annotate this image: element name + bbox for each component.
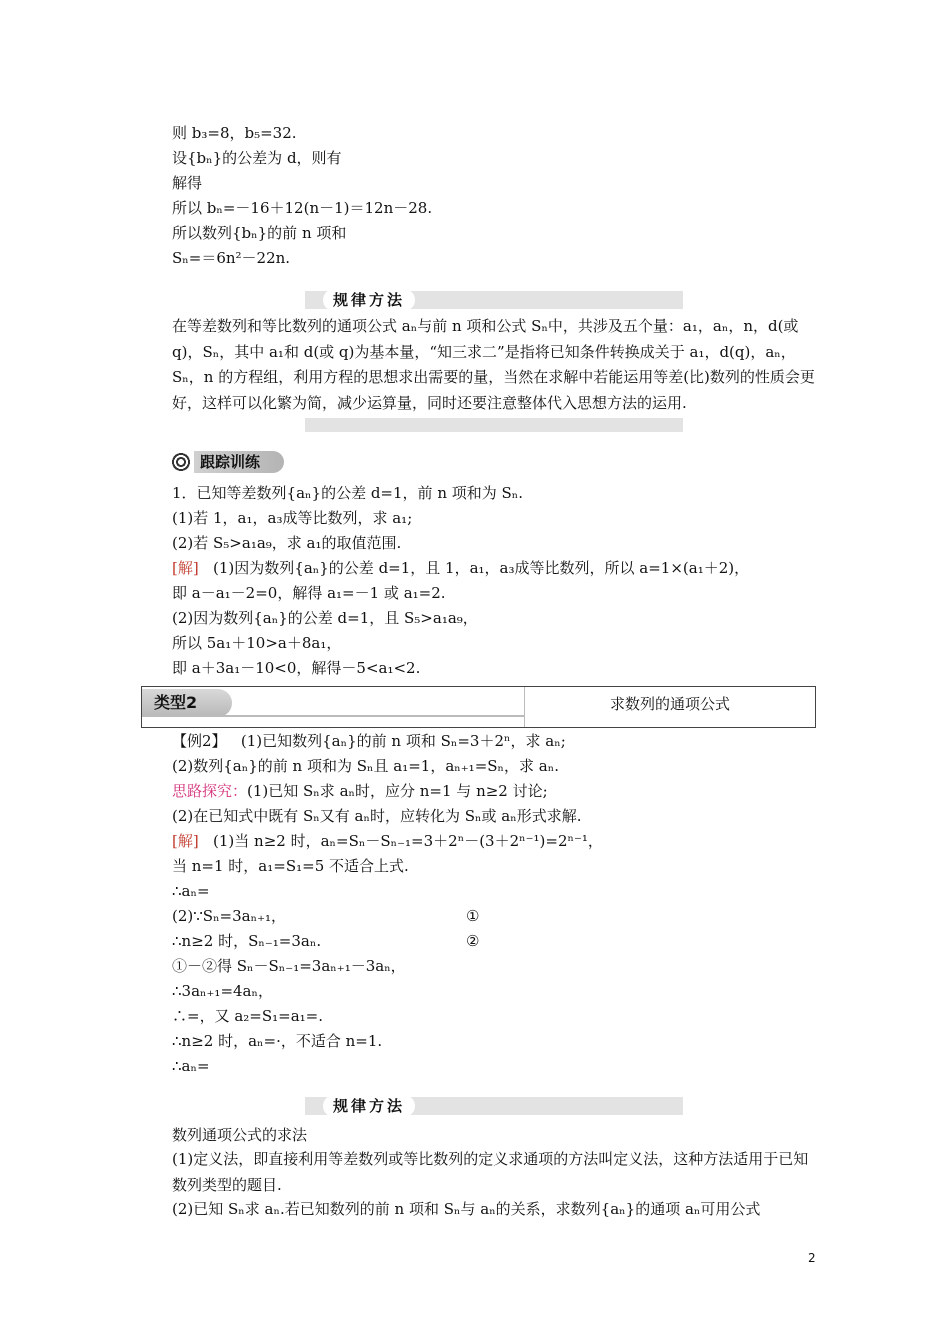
method-label: 规律方法 — [323, 1095, 415, 1117]
solution-line: ∴aₙ= — [172, 882, 210, 900]
type-tag-underline — [142, 715, 524, 717]
type-tag — [142, 687, 524, 727]
method-section-header — [305, 1097, 683, 1115]
exercise-line: (2)若 S₅>a₁a₉，求 a₁的取值范围. — [172, 534, 402, 552]
solution-line: (2)∵Sₙ=3aₙ₊₁， — [172, 907, 287, 925]
exercise-line: 1．已知等差数列{aₙ}的公差 d=1，前 n 项和为 Sₙ. — [172, 484, 524, 502]
solution-line: ∴n≥2 时，Sₙ₋₁=3aₙ. — [172, 932, 322, 950]
hint-label: 思路探究： — [172, 782, 248, 800]
track-training-header — [170, 451, 286, 475]
solution-line: 即 a－a₁－2=0，解得 a₁=－1 或 a₁=2. — [172, 584, 446, 602]
method-label: 规律方法 — [323, 289, 415, 311]
solution-line — [172, 557, 749, 579]
solution-line: ①－②得 Sₙ－Sₙ₋₁=3aₙ₊₁－3aₙ， — [172, 957, 406, 975]
solution-tag: [解] — [172, 832, 199, 850]
method-section-header — [305, 291, 683, 309]
method-line: 数列通项公式的求法 — [172, 1126, 308, 1144]
text-line: 设{bₙ}的公差为 d，则有 — [172, 149, 342, 167]
example-text: (1)已知数列{aₙ}的前 n 项和 Sₙ=3＋2ⁿ，求 aₙ; — [240, 732, 566, 750]
exercise-line: (1)若 1，a₁，a₃成等比数列，求 a₁; — [172, 509, 413, 527]
solution-tag: [解] — [172, 559, 199, 577]
solution-line: ∴n≥2 时，aₙ=·，不适合 n=1. — [172, 1032, 383, 1050]
solution-line: ∴aₙ= — [172, 1057, 210, 1075]
track-label: 跟踪训练 — [194, 451, 284, 473]
hint-text: (1)已知 Sₙ求 aₙ时，应分 n=1 与 n≥2 讨论; — [247, 782, 548, 800]
hint-line — [172, 780, 548, 802]
solution-text: (1)因为数列{aₙ}的公差 d=1，且 1，a₁，a₃成等比数列，所以 a=1×(a₁＋2)， — [213, 559, 750, 577]
text-line: Sₙ=＝6n²－22n. — [172, 249, 291, 267]
type-tag-label: 类型2 — [154, 693, 198, 712]
text-line: 则 b₃=8，b₅=32. — [172, 124, 297, 142]
solution-line — [172, 830, 603, 852]
solution-line: 当 n=1 时，a₁=S₁=5 不适合上式. — [172, 857, 409, 875]
hint-line: (2)在已知式中既有 Sₙ又有 aₙ时，应转化为 Sₙ或 aₙ形式求解. — [172, 807, 582, 825]
type-heading: 求数列的通项公式 — [609, 695, 730, 713]
type-header-box — [141, 686, 816, 728]
solution-line: ∴=，又 a₂=S₁=a₁=. — [172, 1007, 324, 1025]
example-line — [172, 730, 566, 752]
target-icon — [170, 451, 192, 473]
solution-line: 即 a＋3a₁－10<0，解得－5<a₁<2. — [172, 659, 421, 677]
page-number: 2 — [808, 1251, 816, 1265]
method-text: 在等差数列和等比数列的通项公式 aₙ与前 n 项和公式 Sₙ中，共涉及五个量：a₁，aₙ，n，d(或 q)，Sₙ，其中 a₁和 d(或 q)为基本量，“知三求二”是指将已知条件转换成关于 a₁，d(q)，aₙ，Sₙ，n 的方程组，利用方程的思想求出需要的量，当然在求解中若能运用等差(比)数列的性质会更好，这样可以化繁为简，减少运算量，同时还要注意整体代入思想方法的运用. — [172, 317, 815, 412]
solution-text: (1)当 n≥2 时，aₙ=Sₙ－Sₙ₋₁=3＋2ⁿ－(3＋2ⁿ⁻¹)=2ⁿ⁻¹， — [213, 832, 603, 850]
equation-marker-1: ① — [466, 907, 480, 925]
method-line: (2)已知 Sₙ求 aₙ.若已知数列的前 n 项和 Sₙ与 aₙ的关系，求数列{aₙ}的通项 aₙ可用公式 — [172, 1200, 761, 1218]
method-section-footer — [305, 418, 683, 432]
solution-line: 所以 5a₁＋10>a＋8a₁， — [172, 634, 342, 652]
text-line: 所以 bₙ=－16＋12(n－1)＝12n－28. — [172, 199, 433, 217]
text-line: 所以数列{bₙ}的前 n 项和 — [172, 224, 347, 242]
solution-line: (2)因为数列{aₙ}的公差 d=1，且 S₅>a₁a₉， — [172, 609, 478, 627]
example-line: (2)数列{aₙ}的前 n 项和为 Sₙ且 a₁=1，aₙ₊₁=Sₙ，求 aₙ. — [172, 757, 559, 775]
example-label: 【例2】 — [172, 732, 227, 750]
method-paragraph: (1)定义法，即直接利用等差数列或等比数列的定义求通项的方法叫定义法，这种方法适用于已知数列类型的题目. — [172, 1150, 809, 1194]
method-paragraph — [172, 314, 820, 416]
equation-marker-2: ② — [466, 932, 480, 950]
solution-line: ∴3aₙ₊₁=4aₙ， — [172, 982, 273, 1000]
text-line: 解得 — [172, 174, 203, 192]
